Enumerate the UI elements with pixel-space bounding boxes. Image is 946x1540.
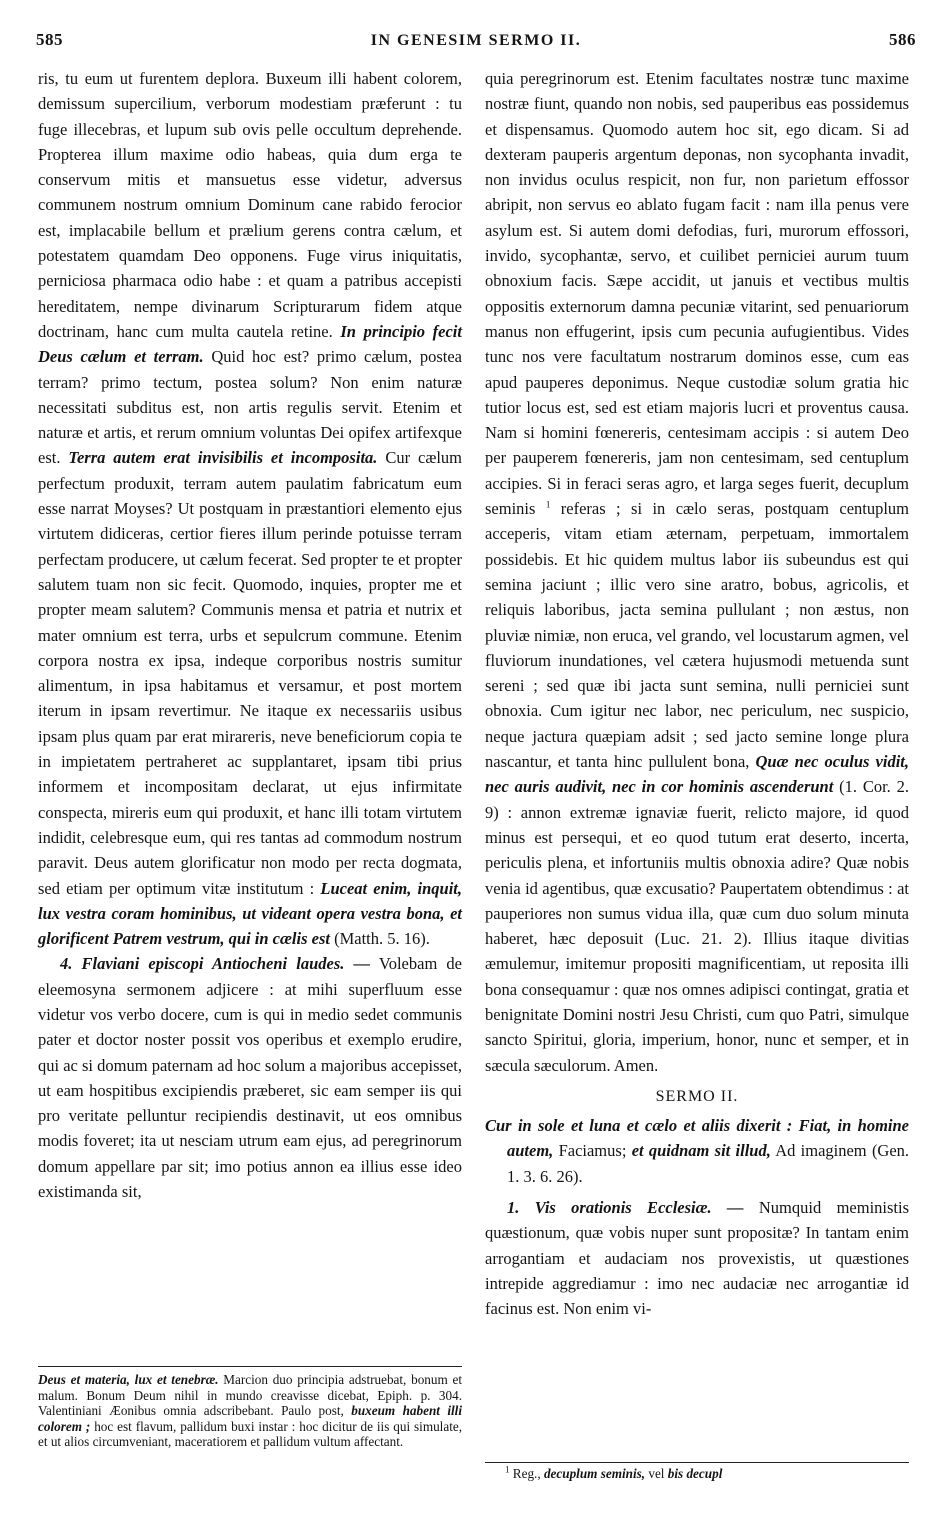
citation: (Gen. 1. 3. 6. 26). (507, 1141, 910, 1186)
footnote-marker: 1 (545, 499, 551, 510)
right-paragraph-1 (485, 66, 909, 1078)
footnote-right (505, 1466, 905, 1482)
footnote-quote: buxeum habent illi colorem ; (38, 1403, 463, 1434)
text-run: Illius itaque divitias æmulemur, imitemur propositi magnificentiam, ut reposita illi bona consequamur : quæ nos omnes adipisci contingat, gratia et benignitate Domini nostri Jesu Christi, cum quo Patri, simulque sancto Spiritui, gloria, imperium, honor, nunc et semper, et in sæcula sæculorum. Amen. (485, 929, 909, 1075)
scripture-quote: Terra autem erat invisibilis et incomposita. (68, 448, 378, 468)
text-run: referas ; si in cælo seras, postquam centuplum acceperis, vitam etiam æternam, perpetuam, immortalem possidebis. Et hic quidem multus labor iis subeundus est qui semina jaciunt ; illic vero sine aratro, bobus, agricolis, et reliquis laboribus, jacta semina pullulant ; non æstus, non pluviæ nimiæ, non eruca, vel grando, vel locustarum agmen, vel fluviorum inundationes, vel cætera hujusmodi metuenda sunt sereni ; sed quæ ibi jacta sunt semina, nulli perniciei sunt obnoxia. Cum igitur nec labor, nec periculum, nec suspicio, neque jactura quæpiam adsit ; sed jacto semine longe plura nascantur, et tanta hinc pullulent bona, (485, 499, 910, 772)
text-run: Volebam de eleemosyna sermonem adjicere : at mihi superfluum esse videtur vos verbo docere, cum is qui in medio sedet communis pater et doctor noster possit vos operibus et exemplo erudire, qui ac si domum paternam ad hoc solum a majoribus accepisset, ut eam hospitibus excipiendis præberet, sic eam semper iis qui pro veritate pelluntur recipiendis destinavit, ut eos omnibus modis foveret; ita ut nesciam utrum eam ejus, ad peregrinorum domum appellare par sit; imo potius annon ea illius esse ideo existimanda sit, (38, 954, 462, 1202)
running-header (36, 30, 916, 60)
footnote-separator (485, 1462, 909, 1463)
footnote-text: Reg., (512, 1466, 541, 1481)
scripture-quote: Luceat enim, inquit, lux vestra coram hominibus, ut videant opera vestra bona, et glorificent Patrem vestrum, qui in cælis est (38, 878, 463, 949)
left-paragraph-1 (38, 66, 462, 951)
citation: (Luc. 21. 2). (654, 929, 752, 949)
text-run: : annon extremæ ignaviæ fuerit, relicto majore, id quod minus est persequi, et eo quod tutum erat deserto, incerta, periculis plena, et infortuniis multis obnoxia adire? Quæ nobis venia id agentibus, quæ excusatio? Paupertatem obtendimus : at pauperiores non sumus vidua illa, quæ cum duo solum minuta haberet, hæc deposuit (485, 802, 910, 949)
sermon-title: SERMO II. (655, 1087, 739, 1105)
text-run: Quid hoc est? primo cælum, postea terram? primo tectum, postea solum? Non enim naturæ necessitati subditus est, non artis regulis servit. Etenim et naturæ et artis, et rerum omnium voluntas Dei opifex artifexque est. (38, 347, 462, 468)
text-run: Cur cælum perfectum produxit, terram autem paulatim fabricatum eum esse narrat Moyses? Ut postquam in præstantiori elemento ejus virtutem didiceras, certior fieres illum perinde potuisse terram perfectam producere, ut cælum fecerat. Sed propter te et propter salutem tuam non sic fecit. Quomodo, inquies, propter me et propter meam salutem? Communis mensa et patria et nutrix et mater omnium est terra, urbs et sepulcrum commune. Etenim corpora nostra ex ipsa, indeque corporibus nostris sumitur alimentum, in ipsa habitamus et versamur, et post mortem iterum in ipsam revertimur. Ne itaque ex necessariis usibus ipsam plus quam par erat mirareris, neve beneficiorum copia te in impietatem pertraheret ac supplantaret, ipsam tibi prius informem et incompositam declarat, ut ejus infirmitate conspecta, mireris eum qui produxit, et hanc illi totam virtutem indidit, celebresque eum, qui res tantas ad commodum nostrum paravit. Deus autem glorificatur non modo per recta dogmata, sed etiam per optimum vitæ institutum : (38, 448, 463, 898)
text-run: ris, tu eum ut furentem deplora. Buxeum illi habent colorem, demissum supercilium, verborum modestiam præferunt : tu fuge illecebras, et lupum sub ovis pelle occultum deprehende. Propterea illum maxime odio habeas, quia dum erga te conservum mitis et mansuetus esse videtur, adversus communem nostrum omnium Dominum cane rabido ferocior est, implacabile bellum et prælium gerens contra cælum, et potestatem quamdam Deo opponens. Fuge virus iniquitatis, perniciosa pharmaca odio habe : et quam a patribus accepisti hereditatem, nempe divinarum Scripturarum fidem atque doctrinam, hanc cum multa cautela retine. (38, 69, 462, 341)
page-number-left: 585 (36, 30, 63, 49)
summary-text: Faciamus; (558, 1141, 627, 1161)
summary-italic: Cur in sole et luna et cælo et aliis dixerit : Fiat, in homine autem, (485, 1116, 909, 1161)
section-heading: 4. Flaviani episcopi Antiocheni laudes. — (60, 954, 371, 974)
footnote-text: Marcion duo principia adstruebat, bonum et malum. Bonum Deum nihil in mundo creavisse dicebat, Epiph. p. 304. Valentiniani Æonibus omnia adscribebant. Paulo post, (38, 1372, 462, 1418)
left-column (38, 66, 462, 1204)
citation: (Matth. 5. 16). (334, 929, 430, 949)
sermon-summary (485, 1113, 910, 1189)
text-run: quia peregrinorum est. Etenim facultates nostræ tunc maxime nostræ fiunt, quando non nobis, sed pauperibus eas possidemus et dispensamus. Quomodo autem hoc sit, ego dicam. Si ad dexteram pauperis argentum deponas, non sycophanta invadit, non invidus oculus respicit, non fur, non parietum effossor abripit, non servus eo ablato fugam facit : nam illa penus vere asylum est. Si autem domi defodias, furi, murorum effossori, invido, sycophantæ, servo, et cuilibet perniciei aurum tuum obnoxium facis. Sæpe accidit, ut januis et vectibus multis oppositis externorum damna pecuniæ vitarint, sed penuariorum manus non effugerint, ipsis cum pecunia aufugientibus. Vides tunc nos vere facultatum nostrarum dominos esse, cum eas apud pauperes deponimus. Neque custodiæ solum gratia hic tutior locus est, sed est etiam majoris lucri et proventus causa. Nam si homini fœnereris, centesimam accipis : si autem Deo per pauperem fœnereris, jam non centesimam, sed centuplum accipies. Si in feraci seras agro, et larga seges fuerit, decuplum seminis (485, 69, 909, 519)
scripture-quote: In principio fecit Deus cælum et terram. (38, 321, 462, 367)
footnote-text: hoc est flavum, pallidum buxi instar : hoc dicitur de iis qui simulate, et ut alios circumveniant, maceratiorem et pallidum vultum affectant. (38, 1418, 463, 1449)
footnote-lead: Deus et materia, lux et tenebræ. (38, 1372, 219, 1387)
page-number-right: 586 (888, 30, 916, 49)
scripture-quote: Quæ nec oculus vidit, nec auris audivit, nec in cor hominis ascenderunt (485, 752, 909, 797)
left-paragraph-2 (38, 951, 462, 1204)
text-run: Numquid meministis quæstionum, quæ vobis nuper sunt propositæ? In tantam enim arrogantiam et audaciam nos provexistis, ut quæstiones intrepide aggrediamur : imo nec audaciæ nec arrogantiæ id facinus est. Non enim vi- (485, 1198, 910, 1319)
section-heading: 1. Vis orationis Ecclesiæ. — (507, 1198, 744, 1218)
right-paragraph-2 (485, 1195, 909, 1321)
footnote-italic: bis decupl (667, 1466, 723, 1481)
summary-text: Ad imaginem (775, 1141, 867, 1161)
running-title: IN GENESIM SERMO II. (370, 32, 582, 49)
footnote-separator (38, 1366, 462, 1367)
summary-italic: et quidnam sit illud, (631, 1141, 771, 1161)
citation: (1. Cor. 2. 9) (485, 777, 910, 822)
footnote-marker: 1 (505, 1464, 510, 1475)
right-column (485, 66, 909, 1322)
footnote-text: vel (648, 1466, 665, 1481)
footnote-left (38, 1372, 462, 1450)
footnote-italic: decuplum seminis, (543, 1466, 646, 1481)
